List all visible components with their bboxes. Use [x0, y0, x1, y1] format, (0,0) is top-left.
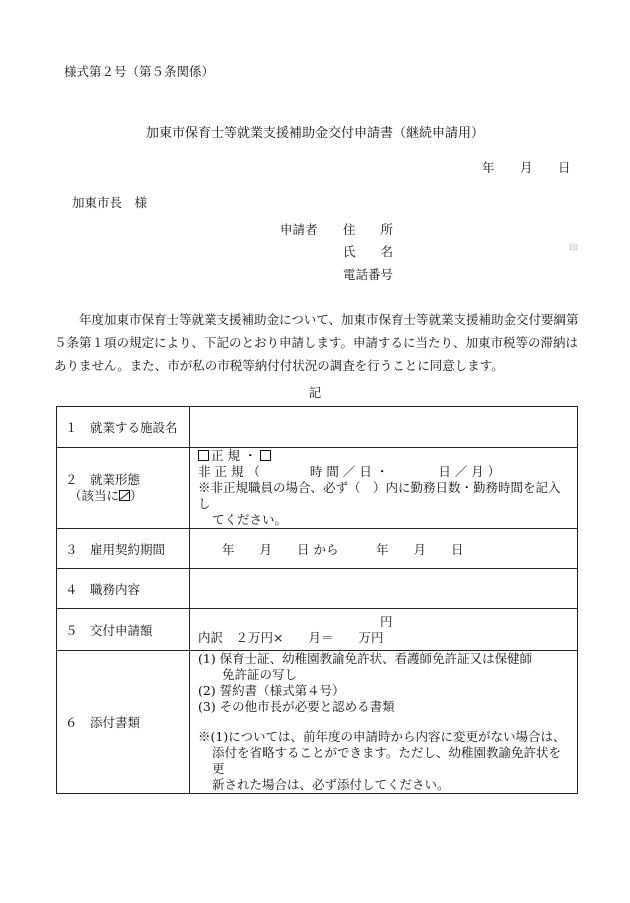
employment-field: [190, 448, 578, 529]
employment-label: ２ 就業形態 （該当に ）: [57, 448, 190, 529]
facility-label: １ 就業する施設名: [57, 407, 190, 448]
attachments-label: ６ 添付書類: [57, 651, 190, 794]
contract-period-field[interactable]: 年 月 日 から 年 月 日: [190, 529, 578, 569]
row-attachments: [57, 651, 578, 794]
attachment-note-cont1: 添付を省略することができます。ただし、幼稚園教諭免許状を更: [212, 745, 562, 776]
irregular-checkbox[interactable]: [260, 450, 271, 461]
row-facility: [57, 407, 578, 448]
employment-note-cont: てください。: [212, 512, 288, 527]
name-label: 氏 名: [343, 244, 394, 259]
duties-field[interactable]: [190, 569, 578, 609]
row-contract: [57, 529, 578, 569]
amount-breakdown: 内訳 ２万円× 月＝ 万円: [198, 629, 384, 645]
row-employment: [57, 448, 578, 529]
employment-note: ※非正規職員の場合、必ず（ ）内に勤務日数・勤務時間を記入し: [198, 480, 561, 511]
date-month-label: 月: [520, 160, 533, 175]
amount-yen-unit: 円: [380, 613, 393, 629]
duties-label: ４ 職務内容: [57, 569, 190, 609]
ki-heading: 記: [308, 385, 322, 400]
addressee: 加東市長 様: [72, 195, 148, 210]
date-day-label: 日: [558, 160, 571, 175]
application-table: [56, 406, 578, 794]
amount-label: ５ 交付申請額: [57, 609, 190, 651]
regular-checkbox[interactable]: [198, 450, 209, 461]
row-amount: [57, 609, 578, 651]
attachments-field: [190, 651, 578, 794]
row-duties: [57, 569, 578, 609]
address-label: 住 所: [343, 222, 394, 237]
form-number: 様式第２号（第５条関係）: [64, 64, 215, 79]
applicant-label: 申請者: [280, 222, 318, 237]
amount-field[interactable]: [190, 609, 578, 651]
irregular-option-label: 非 正 規 （ 時 間 ／ 日 ・ 日 ／ 月 ）: [198, 464, 501, 479]
attachment-item-2: (2) 誓約書（様式第４号）: [198, 683, 345, 698]
regular-option-label: 正 規 ・: [211, 448, 257, 463]
attachment-note-cont2: 新された場合は、必ず添付してください。: [212, 777, 450, 792]
attachment-item-3: (3) その他市長が必要と認める書類: [198, 699, 395, 714]
contract-label: ３ 雇用契約期間: [57, 529, 190, 569]
seal-mark: 印: [569, 244, 579, 254]
application-statement: 年度加東市保育士等就業支援補助金について、加東市保育士等就業支援補助金交付要綱第５条第１項の規定により、下記のとおり申請します。申請するに当たり、加東市税等の滞納はありません。また、市が私の市税等納付付状況の調査を行うことに同意します。: [54, 312, 579, 373]
attachment-note: ※(1)については、前年度の申請時から内容に変更がない場合は、: [198, 729, 566, 744]
attachment-item-1-cont: 免許証の写し: [222, 667, 298, 682]
date-year-label: 年: [482, 160, 495, 175]
checkmark-box-icon: [119, 490, 130, 501]
facility-field[interactable]: [190, 407, 578, 448]
attachment-item-1: (1) 保育士証、幼稚園教諭免許状、看護師免許証又は保健師: [198, 651, 533, 666]
form-title: 加東市保育士等就業支援補助金交付申請書（継続申請用）: [145, 126, 484, 141]
phone-label: 電話番号: [343, 267, 394, 282]
